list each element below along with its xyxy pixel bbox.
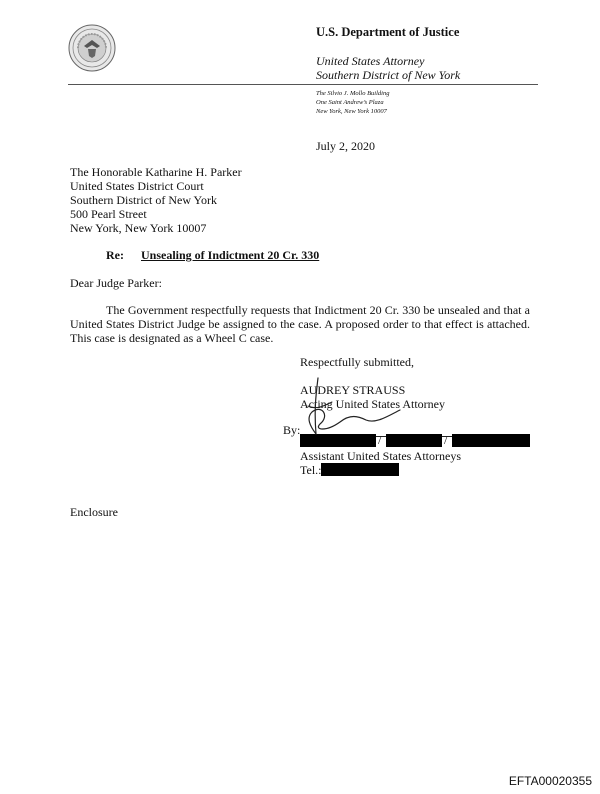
salutation: Dear Judge Parker: bbox=[70, 276, 162, 290]
addressee-block bbox=[70, 165, 242, 235]
telephone-label: Tel.: bbox=[300, 463, 322, 477]
addressee-line: United States District Court bbox=[70, 179, 204, 193]
name-separator: / bbox=[444, 433, 448, 447]
body-paragraph: The Government respectfully requests that Indictment 20 Cr. 330 be unsealed and that a United States District Judge be assigned to the case. A proposed order to that effect is attached. This case is designated as a Wheel C case. bbox=[70, 303, 530, 345]
doj-seal-icon bbox=[68, 24, 116, 72]
name-separator: / bbox=[378, 433, 382, 447]
signer-role: Assistant United States Attorneys bbox=[300, 449, 461, 463]
bates-number: EFTA00020355 bbox=[508, 774, 592, 788]
office-line-1: United States Attorney bbox=[316, 54, 425, 68]
addressee-line: New York, New York 10007 bbox=[70, 221, 207, 235]
office-address-line-1: The Silvio J. Mollo Building bbox=[316, 90, 390, 97]
addressee-line: The Honorable Katharine H. Parker bbox=[70, 165, 242, 179]
signer-name: AUDREY STRAUSS bbox=[300, 383, 406, 397]
addressee-line: 500 Pearl Street bbox=[70, 207, 147, 221]
letter-date: July 2, 2020 bbox=[316, 139, 376, 153]
office-address-line-2: One Saint Andrew’s Plaza bbox=[316, 99, 384, 106]
office-address-line-3: New York, New York 10007 bbox=[316, 108, 387, 115]
addressee-line: Southern District of New York bbox=[70, 193, 217, 207]
office-line-2: Southern District of New York bbox=[316, 68, 461, 82]
letterhead-rule bbox=[68, 84, 538, 85]
by-label: By: bbox=[283, 423, 301, 437]
department-name: U.S. Department of Justice bbox=[316, 25, 460, 39]
redaction-box bbox=[452, 434, 530, 447]
enclosure-note: Enclosure bbox=[70, 505, 118, 519]
signer-title: Acting United States Attorney bbox=[300, 397, 445, 411]
redaction-box bbox=[321, 463, 399, 476]
re-subject: Unsealing of Indictment 20 Cr. 330 bbox=[141, 248, 320, 262]
handwritten-signature bbox=[296, 376, 416, 446]
closing: Respectfully submitted, bbox=[300, 355, 414, 369]
re-label: Re: bbox=[106, 248, 124, 262]
